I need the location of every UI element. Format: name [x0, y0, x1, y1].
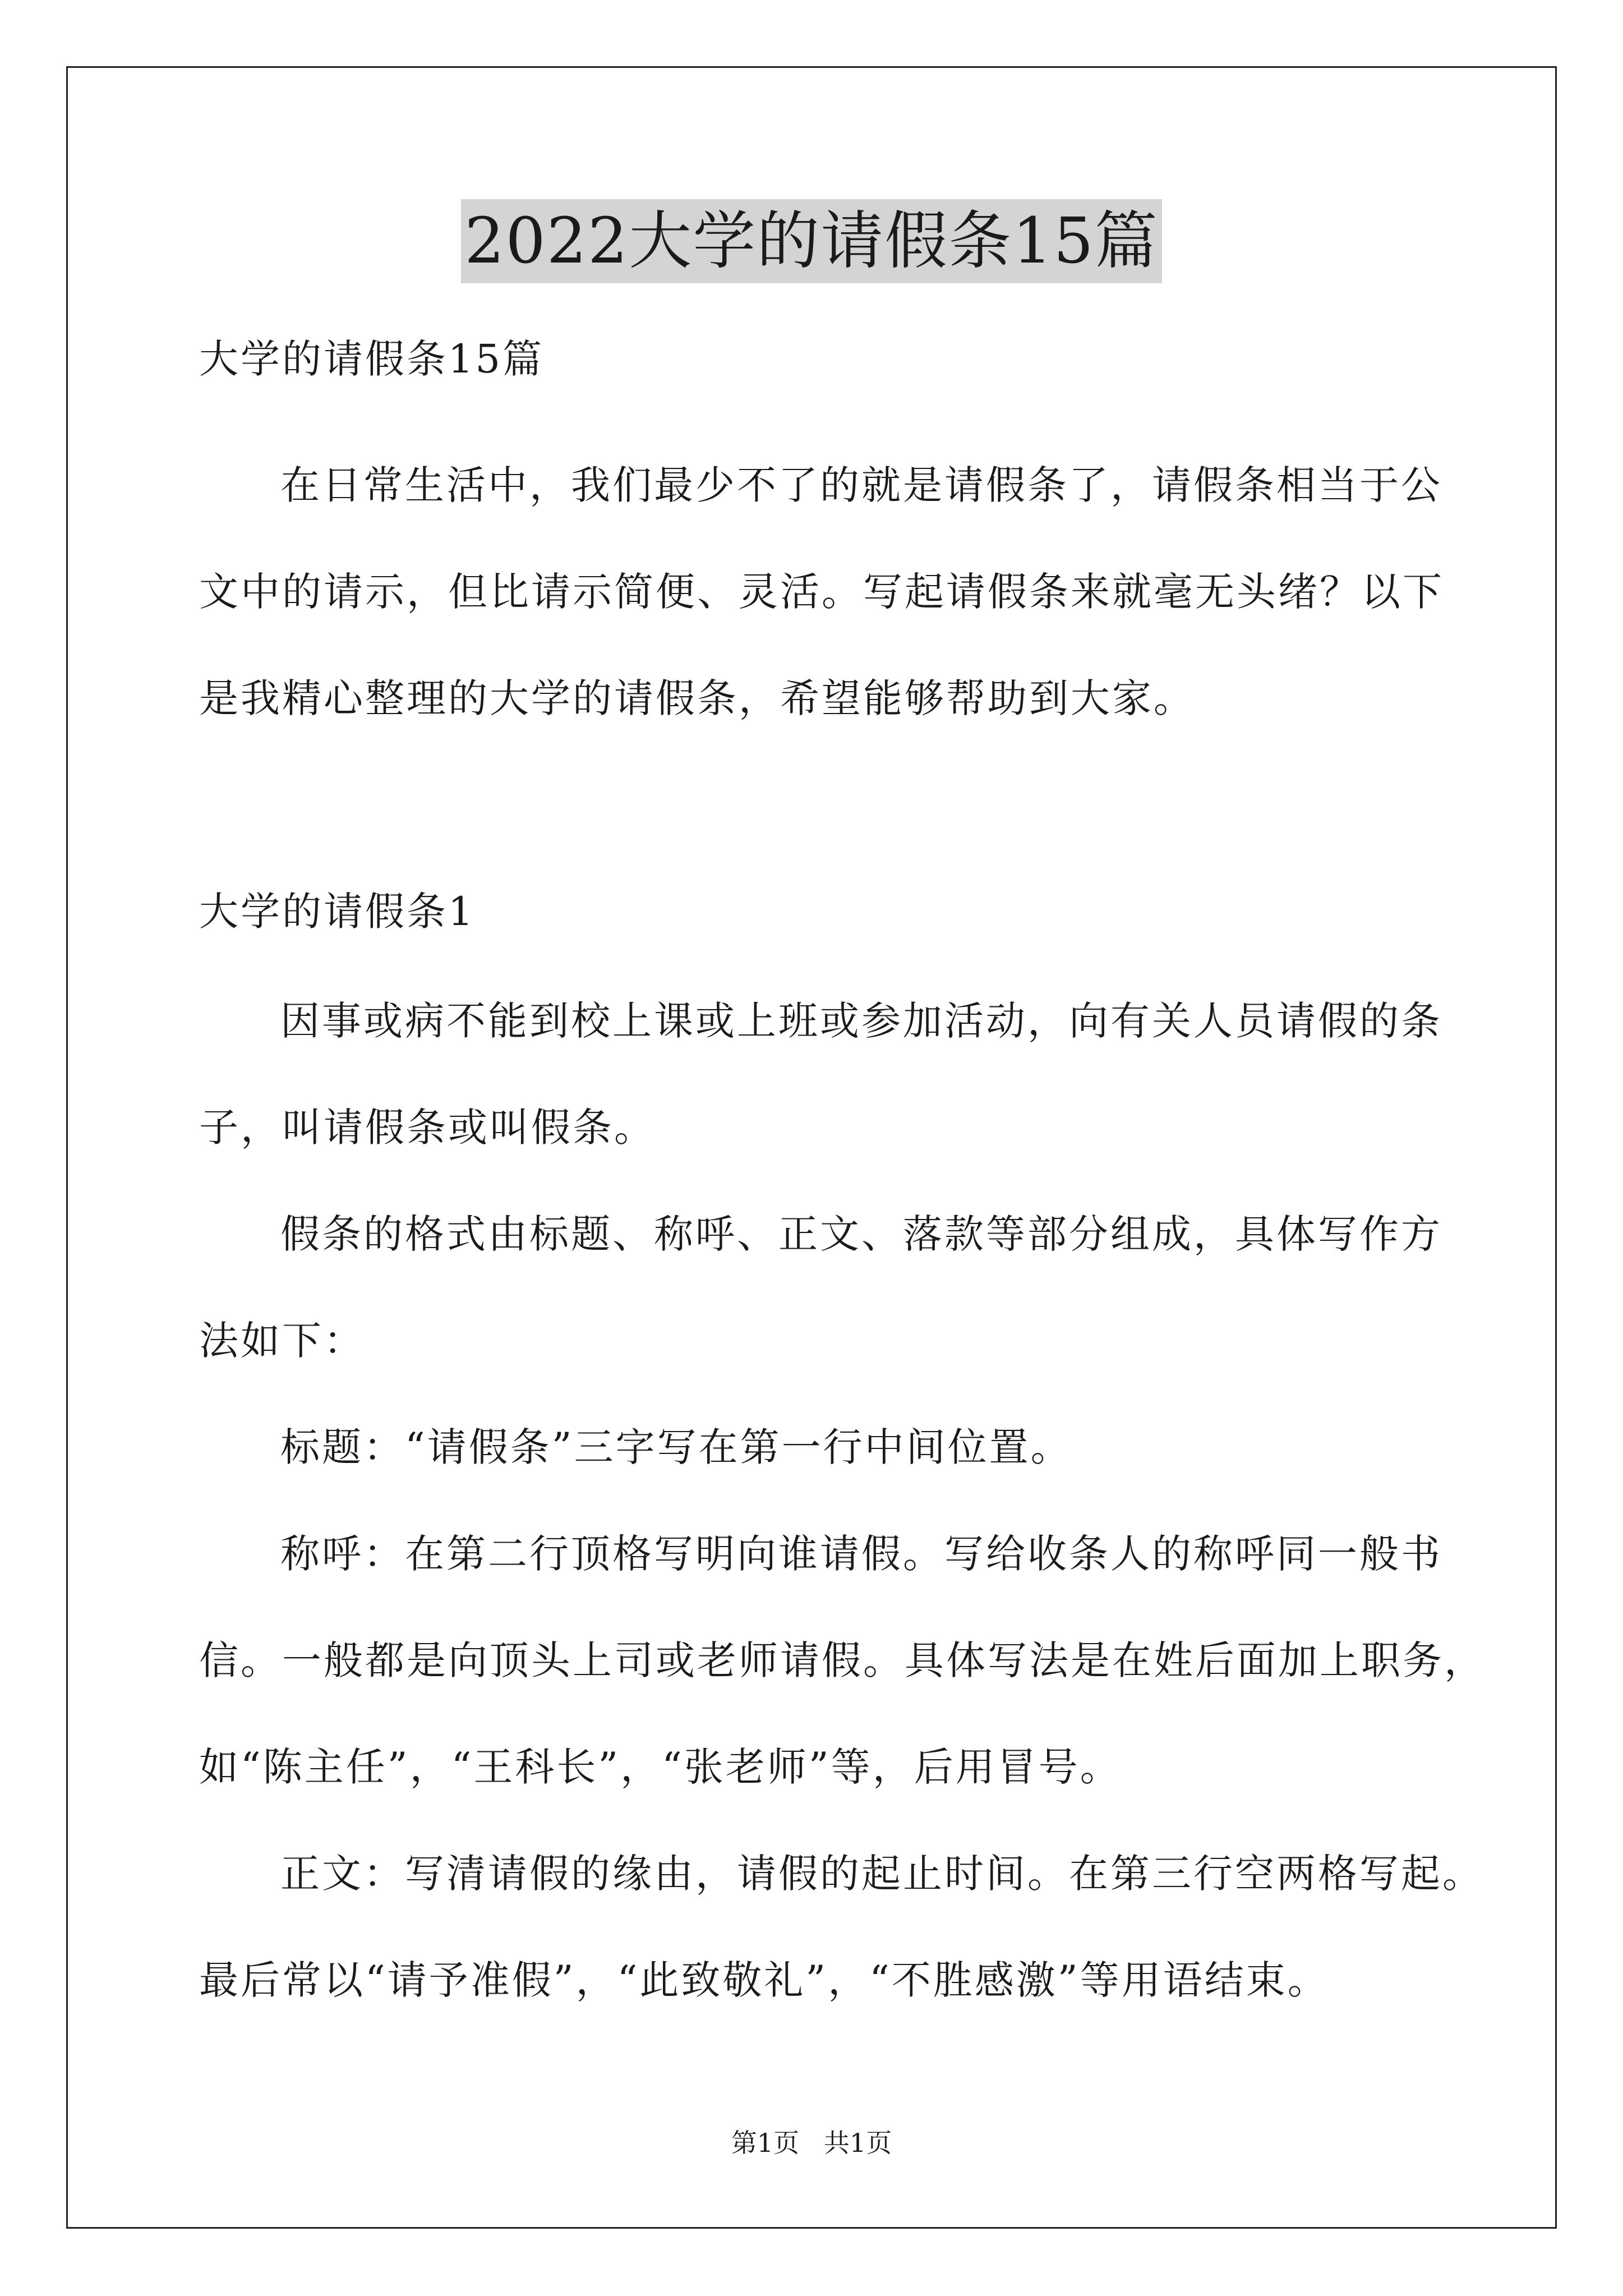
section-heading: 大学的请假条1 [199, 889, 476, 935]
body-line: 正文：写清请假的缘由，请假的起止时间。在第三行空两格写起。 [280, 1851, 1484, 1897]
body-line: 在日常生活中，我们最少不了的就是请假条了，请假条相当于公 [280, 462, 1442, 508]
document-title: 2022大学的请假条15篇 [461, 199, 1162, 283]
body-line: 最后常以“请予准假”，“此致敬礼”，“不胜感激”等用语结束。 [199, 1957, 1329, 2003]
body-line: 信。一般都是向顶头上司或老师请假。具体写法是在姓后面加上职务， [199, 1637, 1486, 1683]
body-line: 标题：“请假条”三字写在第一行中间位置。 [280, 1424, 1072, 1470]
title-container [0, 199, 1623, 283]
body-line: 假条的格式由标题、称呼、正文、落款等部分组成，具体写作方 [280, 1211, 1442, 1257]
body-line: 因事或病不能到校上课或上班或参加活动，向有关人员请假的条 [280, 998, 1442, 1044]
body-line: 子，叫请假条或叫假条。 [199, 1105, 656, 1151]
subtitle-line: 大学的请假条15篇 [199, 336, 545, 382]
body-line: 是我精心整理的大学的请假条，希望能够帮助到大家。 [199, 675, 1195, 721]
body-line: 法如下： [199, 1318, 365, 1364]
page-footer: 第1页 共1页 [731, 2128, 892, 2158]
body-line: 如“陈主任”，“王科长”，“张老师”等，后用冒号。 [199, 1744, 1122, 1790]
body-line: 称呼：在第二行顶格写明向谁请假。写给收条人的称呼同一般书 [280, 1531, 1442, 1577]
body-line: 文中的请示，但比请示简便、灵活。写起请假条来就毫无头绪？以下 [199, 569, 1444, 615]
